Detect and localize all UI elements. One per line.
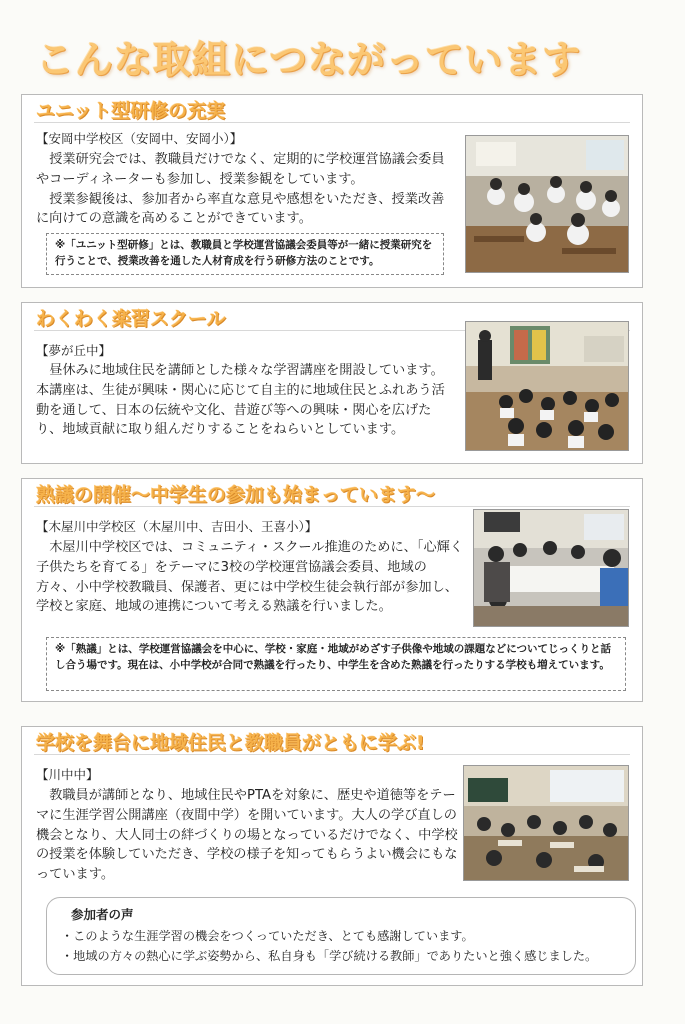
participant-voices-box [46, 897, 636, 975]
section-unit-training [21, 94, 643, 288]
school-label: 【川中中】 [36, 767, 99, 782]
divider [34, 754, 630, 755]
school-label: 【夢が丘中】 [36, 343, 112, 358]
paragraph: 昼休みに地域住民を講師とした様々な学習講座を開設しています。本講座は、生徒が興味・関心に応じて自主的に地域住民とふれあう活動を通して、日本の伝統や文化、昔遊び等への興味・関心を広げたり、地域貢献に取り組んだりすることをねらいとしています。 [36, 363, 445, 438]
lecture-photo [465, 321, 629, 451]
section-body [36, 361, 456, 440]
night-class-photo [463, 765, 629, 881]
section-jukugi [21, 478, 643, 702]
section-title: 熟議の開催～中学生の参加も始まっています～ [36, 484, 436, 506]
divider [34, 122, 630, 123]
paragraph: 教職員が講師となり、地域住民やPTAを対象に、歴史や道徳等をテーマに生涯学習公開講座（夜間中学）を開いています。大人の学び直しの機会となり、大人同士の絆づくりの場となっているだけでなく、中学校の授業を体験していただき、学校の様子を知ってもらうよい機会にもなっています。 [36, 788, 458, 883]
discussion-photo [473, 509, 629, 627]
section-wakuwaku-school [21, 302, 643, 464]
section-body [36, 538, 466, 617]
footnote: ※「熟議」とは、学校運営協議会を中心に、学校・家庭・地域がめざす子供像や地域の課題などについてじっくりと話し合う場です。現在は、小中学校が合同で熟議を行ったり、中学生を含めた熟議を行ったりする学校も増えています。 [46, 637, 626, 691]
footnote: ※「ユニット型研修」とは、教職員と学校運営協議会委員等が一緒に授業研究を行うことで、授業改善を通した人材育成を行う研修方法のことです。 [46, 233, 444, 275]
school-label: 【安岡中学校区（安岡中、安岡小）】 [36, 131, 243, 146]
section-title: 学校を舞台に地域住民と教職員がともに学ぶ! [36, 732, 425, 754]
section-title: わくわく楽習スクール [36, 308, 226, 330]
page-title: こんな取組につながっています [36, 38, 582, 82]
voices-title: 参加者の声 [71, 907, 134, 922]
paragraph: 授業参観後は、参加者から率直な意見や感想をいただき、授業改善に向けての意識を高めることができています。 [36, 191, 445, 227]
section-shared-learning [21, 726, 643, 986]
paragraph: 授業研究会では、教職員だけでなく、定期的に学校運営協議会委員やコーディネーターも参加し、授業参観をしています。 [36, 152, 445, 187]
divider [34, 506, 630, 507]
section-title: ユニット型研修の充実 [36, 100, 226, 122]
voice-item: ・このような生涯学習の機会をつくっていただき、とても感謝しています。 [61, 929, 474, 943]
paragraph: 木屋川中学校区では、コミュニティ・スクール推進のために、「心輝く子供たちを育てる」をテーマに3校の学校運営協議会委員、地域の方々、小中学校教職員、保護者、更には中学校生徒会執行部が参加し、学校と家庭、地域の連携について考える熟議を行いました。 [36, 540, 464, 615]
section-body [36, 150, 456, 229]
voice-item: ・地域の方々の熱心に学ぶ姿勢から、私自身も「学び続ける教師」でありたいと強く感じました。 [61, 949, 598, 963]
classroom-photo [465, 135, 629, 273]
section-body [36, 786, 462, 885]
school-label: 【木屋川中学校区（木屋川中、吉田小、王喜小）】 [36, 519, 318, 534]
